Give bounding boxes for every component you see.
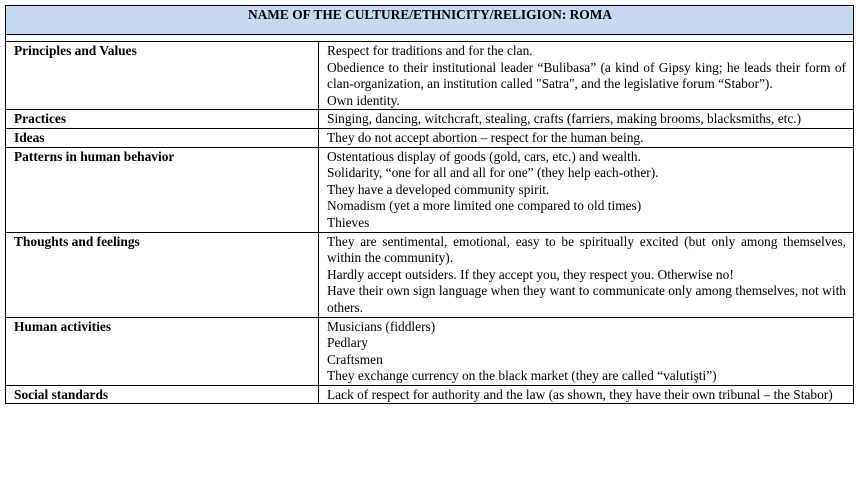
row-value xyxy=(319,317,854,385)
row-label: Ideas xyxy=(6,128,319,147)
table-row xyxy=(6,232,854,317)
value-line: They do not accept abortion – respect for the human being. xyxy=(327,129,644,145)
value-line: Have their own sign language when they want to communicate only among themselves, not with others. xyxy=(327,283,846,315)
row-value xyxy=(319,42,854,110)
value-line: They are sentimental, emotional, easy to be spiritually excited (but only among themselves, within the community). xyxy=(327,233,846,266)
row-value xyxy=(319,385,854,404)
value-line: Lack of respect for authority and the law (as shown, they have their own tribunal – the Stabor) xyxy=(327,386,833,402)
table-title: NAME OF THE CULTURE/ETHNICITY/RELIGION: ROMA xyxy=(6,6,854,35)
value-line: Singing, dancing, witchcraft, stealing, crafts (farriers, making brooms, blacksmiths, etc.) xyxy=(327,111,802,127)
row-label: Practices xyxy=(6,110,319,129)
table-row xyxy=(6,128,854,147)
value-line: Thieves xyxy=(327,214,370,230)
value-line: They have a developed community spirit. xyxy=(327,181,550,197)
value-line: Craftsmen xyxy=(327,351,383,367)
row-label: Human activities xyxy=(6,317,319,385)
row-label: Principles and Values xyxy=(6,42,319,110)
value-line: Obedience to their institutional leader “Bulibasa” (a kind of Gipsy king; he leads their form of clan-organization, an institution called "Satra", and the legislative forum “Stabor”). xyxy=(327,59,846,92)
value-line: Respect for traditions and for the clan. xyxy=(327,43,533,58)
row-value xyxy=(319,147,854,232)
value-line: Own identity. xyxy=(327,92,400,108)
row-value xyxy=(319,128,854,147)
row-label: Thoughts and feelings xyxy=(6,232,319,317)
value-line: Solidarity, “one for all and all for one” (they help each-other). xyxy=(327,165,659,181)
spacer-cell xyxy=(6,35,854,42)
culture-table xyxy=(5,5,854,404)
table-row xyxy=(6,42,854,110)
spacer-row xyxy=(6,35,854,42)
header-row xyxy=(6,6,854,35)
table-row xyxy=(6,317,854,385)
table-row xyxy=(6,147,854,232)
value-line: Hardly accept outsiders. If they accept you, they respect you. Otherwise no! xyxy=(327,266,734,282)
value-line: Ostentatious display of goods (gold, cars, etc.) and wealth. xyxy=(327,148,641,164)
row-value xyxy=(319,232,854,317)
value-line: Musicians (fiddlers) xyxy=(327,318,436,334)
value-line: They exchange currency on the black market (they are called “valutişti”) xyxy=(327,368,717,384)
value-line: Pedlary xyxy=(327,335,368,351)
table-row xyxy=(6,110,854,129)
row-value xyxy=(319,110,854,129)
row-label: Social standards xyxy=(6,385,319,404)
table-row xyxy=(6,385,854,404)
row-label: Patterns in human behavior xyxy=(6,147,319,232)
value-line: Nomadism (yet a more limited one compared to old times) xyxy=(327,198,642,214)
